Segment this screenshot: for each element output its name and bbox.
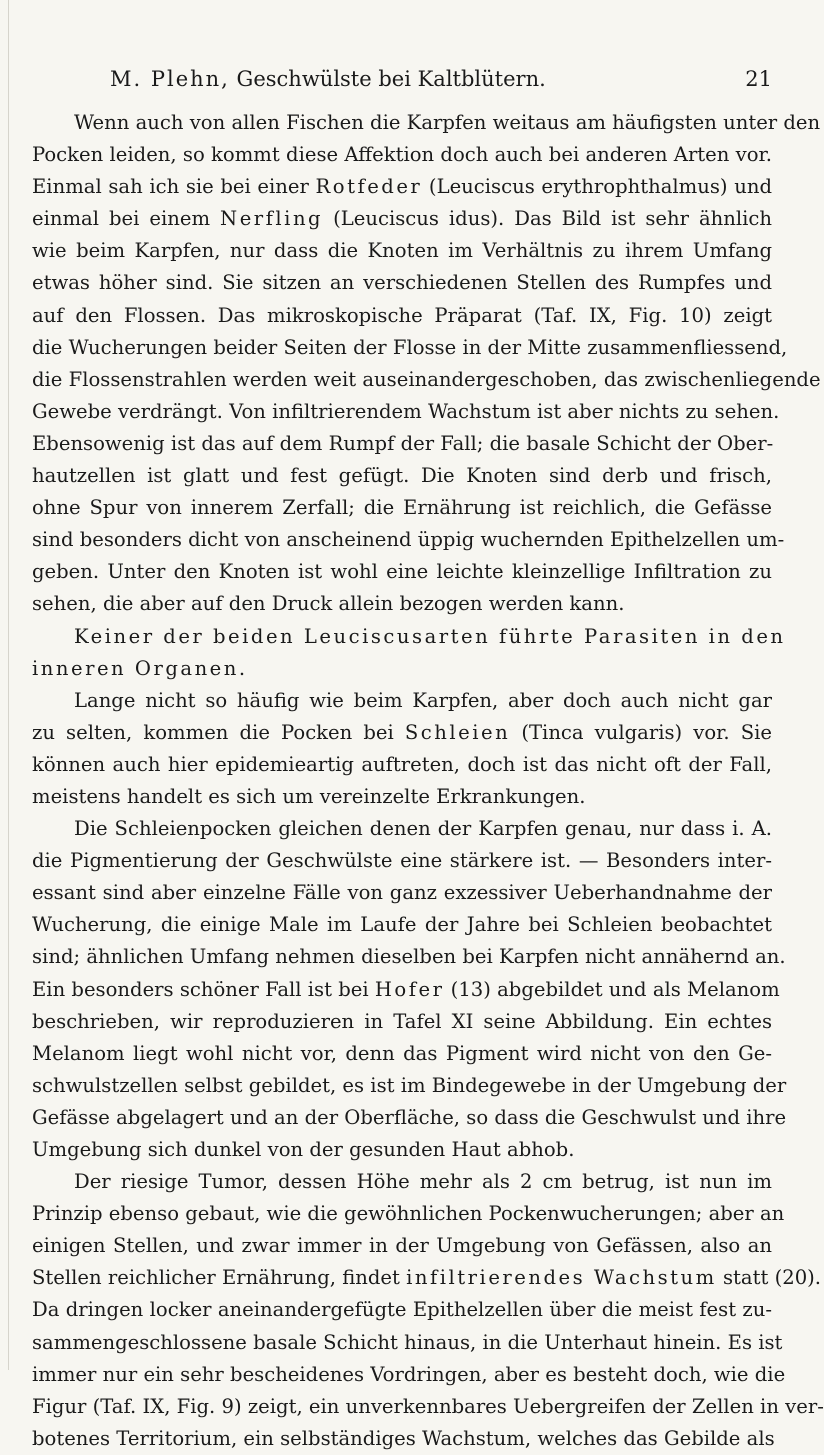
text-line bbox=[32, 1166, 772, 1198]
text-line bbox=[32, 1070, 787, 1102]
text-segment: etwas höher sind. Sie sitzen an verschiedenen Stellen des Rumpfes und bbox=[32, 271, 772, 295]
text-line bbox=[32, 621, 786, 653]
text-line bbox=[32, 941, 786, 973]
text-segment: Umgebung sich dunkel von der gesunden Haut abhob. bbox=[32, 1138, 575, 1161]
text-segment: sind; ähnlichen Umfang nehmen dieselben bei Karpfen nicht annähernd an. bbox=[32, 945, 786, 969]
text-line bbox=[32, 332, 788, 364]
text-line bbox=[32, 877, 772, 909]
text-segment: Lange nicht so häufig wie beim Karpfen, aber doch auch nicht gar bbox=[74, 688, 772, 712]
text-line bbox=[32, 1359, 786, 1391]
text-line bbox=[32, 300, 772, 332]
text-segment: schwulstzellen selbst gebildet, es ist im Bindegewebe in der Umgebung der bbox=[32, 1073, 787, 1097]
text-line bbox=[32, 749, 772, 781]
text-segment: Wucherung, die einige Male im Laufe der Jahre bei Schleien beobachtet bbox=[32, 913, 772, 937]
text-line bbox=[32, 203, 772, 235]
text-segment: Prinzip ebenso gebaut, wie die gewöhnlichen Pockenwucherungen; aber an bbox=[32, 1202, 785, 1226]
text-segment: die Flossenstrahlen werden weit auseinandergeschoben, das zwischenliegende bbox=[32, 367, 821, 391]
text-segment: (Tinca vulgaris) vor. Sie bbox=[510, 720, 772, 744]
text-segment: Da dringen locker aneinandergefügte Epithelzellen über die meist fest zu- bbox=[32, 1298, 772, 1322]
text-segment: sehen, die aber auf den Druck allein bezogen werden kann. bbox=[32, 592, 625, 616]
text-segment: können auch hier epidemieartig auftreten, doch ist das nicht oft der Fall, bbox=[32, 752, 772, 776]
text-line bbox=[32, 1102, 787, 1134]
spaced-emphasis: infiltrierendes Wachstum bbox=[406, 1266, 717, 1290]
running-head-title: Geschwülste bei Kaltblütern. bbox=[236, 67, 546, 91]
text-segment: Melanom liegt wohl nicht vor, denn das Pigment wird nicht von den Ge- bbox=[32, 1041, 772, 1065]
text-segment: wie beim Karpfen, nur dass die Knoten im Verhältnis zu ihrem Umfang bbox=[32, 239, 772, 263]
spaced-emphasis: Nerfling bbox=[220, 207, 324, 231]
text-line bbox=[32, 909, 772, 941]
text-line bbox=[32, 974, 780, 1006]
text-segment: die Wucherungen beider Seiten der Flosse in der Mitte zusammenfliessend, bbox=[32, 335, 788, 359]
text-segment: sind besonders dicht von anscheinend üppig wuchernden Epithelzellen um- bbox=[32, 528, 785, 552]
text-line bbox=[32, 1327, 783, 1359]
text-line bbox=[32, 653, 772, 685]
text-segment: Stellen reichlicher Ernährung, findet bbox=[32, 1266, 407, 1290]
text-segment: Der riesige Tumor, dessen Höhe mehr als 2 cm betrug, ist nun im bbox=[74, 1170, 772, 1194]
spaced-emphasis: Schleien bbox=[404, 720, 511, 744]
body-text bbox=[32, 107, 824, 1455]
text-segment: essant sind aber einzelne Fälle von ganz exzessiver Ueberhandnahme der bbox=[32, 881, 772, 905]
text-line bbox=[32, 1006, 772, 1038]
text-line bbox=[32, 813, 772, 845]
text-segment: (Leuciscus idus). Das Bild ist sehr ähnlich bbox=[323, 207, 772, 231]
text-line bbox=[32, 845, 772, 877]
text-segment: beschrieben, wir reproduzieren in Tafel XI seine Abbildung. Ein echtes bbox=[32, 1009, 772, 1033]
text-line bbox=[32, 781, 772, 813]
text-segment: einmal bei einem bbox=[32, 207, 221, 231]
text-line bbox=[32, 460, 772, 492]
text-segment: die Pigmentierung der Geschwülste eine stärkere ist. — Besonders inter- bbox=[32, 849, 772, 873]
text-line bbox=[32, 1294, 772, 1326]
text-segment: Einmal sah ich sie bei einer bbox=[32, 175, 316, 199]
page-edge-rule bbox=[8, 0, 9, 1370]
text-line bbox=[32, 1423, 775, 1455]
text-segment: einigen Stellen, und zwar immer in der Umgebung von Gefässen, also an bbox=[32, 1234, 772, 1258]
text-line bbox=[32, 524, 785, 556]
spaced-emphasis: Hofer bbox=[374, 977, 445, 1001]
text-segment: statt (20). bbox=[716, 1266, 822, 1290]
text-line bbox=[32, 107, 821, 139]
text-segment: sammengeschlossene basale Schicht hinaus, in die Unterhaut hinein. Es ist bbox=[32, 1330, 783, 1354]
text-segment: Die Schleienpocken gleichen denen der Karpfen genau, nur dass i. A. bbox=[74, 817, 772, 841]
text-line bbox=[32, 1262, 822, 1294]
text-segment: Pocken leiden, so kommt diese Affektion doch auch bei anderen Arten vor. bbox=[32, 143, 772, 167]
page-number: 21 bbox=[745, 67, 772, 91]
text-line bbox=[32, 588, 772, 620]
spaced-emphasis: Rotfeder bbox=[315, 175, 423, 199]
text-segment: Wenn auch von allen Fischen die Karpfen weitaus am häufigsten unter den bbox=[74, 111, 821, 134]
running-head bbox=[110, 64, 772, 94]
running-head-author: M. Plehn, bbox=[110, 67, 230, 91]
text-line bbox=[32, 428, 772, 460]
text-segment: geben. Unter den Knoten ist wohl eine leichte kleinzellige Infiltration zu bbox=[32, 560, 772, 584]
spaced-emphasis: Keiner der beiden Leuciscusarten führte Parasiten in den bbox=[74, 624, 786, 648]
text-line bbox=[32, 1134, 772, 1166]
text-segment: (Leuciscus erythrophthalmus) und bbox=[422, 175, 772, 199]
text-line bbox=[32, 396, 780, 428]
text-line bbox=[32, 685, 772, 717]
spaced-emphasis: inneren Organen. bbox=[32, 656, 248, 680]
text-segment: Gefässe abgelagert und an der Oberfläche, so dass die Geschwulst und ihre bbox=[32, 1105, 787, 1129]
text-segment: ohne Spur von innerem Zerfall; die Ernährung ist reichlich, die Gefässe bbox=[32, 496, 772, 520]
text-segment: hautzellen ist glatt und fest gefügt. Die Knoten sind derb und frisch, bbox=[32, 464, 772, 488]
text-segment: immer nur ein sehr bescheidenes Vordringen, aber es besteht doch, wie die bbox=[32, 1362, 786, 1386]
text-segment: meistens handelt es sich um vereinzelte Erkrankungen. bbox=[32, 784, 586, 808]
text-line bbox=[32, 1391, 824, 1423]
text-segment: (13) abgebildet und als Melanom bbox=[444, 977, 780, 1001]
text-line bbox=[32, 717, 772, 749]
text-line bbox=[32, 556, 772, 588]
text-line bbox=[32, 235, 772, 267]
text-line bbox=[32, 1198, 785, 1230]
text-segment: auf den Flossen. Das mikroskopische Präparat (Taf. IX, Fig. 10) zeigt bbox=[32, 303, 772, 327]
text-segment: zu selten, kommen die Pocken bei bbox=[32, 720, 405, 744]
text-line bbox=[32, 364, 821, 396]
text-line bbox=[32, 139, 772, 171]
text-line bbox=[32, 171, 772, 203]
text-line bbox=[32, 492, 772, 524]
text-segment: Ebensowenig ist das auf dem Rumpf der Fall; die basale Schicht der Ober- bbox=[32, 431, 774, 455]
text-segment: Figur (Taf. IX, Fig. 9) zeigt, ein unverkennbares Uebergreifen der Zellen in ver- bbox=[32, 1394, 824, 1418]
text-line bbox=[32, 1230, 772, 1262]
text-segment: Ein besonders schöner Fall ist bei bbox=[32, 977, 375, 1001]
text-line bbox=[32, 1038, 772, 1070]
text-segment: botenes Territorium, ein selbständiges Wachstum, welches das Gebilde als bbox=[32, 1426, 775, 1450]
text-line bbox=[32, 267, 772, 299]
text-segment: Gewebe verdrängt. Von infiltrierendem Wachstum ist aber nichts zu sehen. bbox=[32, 399, 780, 423]
